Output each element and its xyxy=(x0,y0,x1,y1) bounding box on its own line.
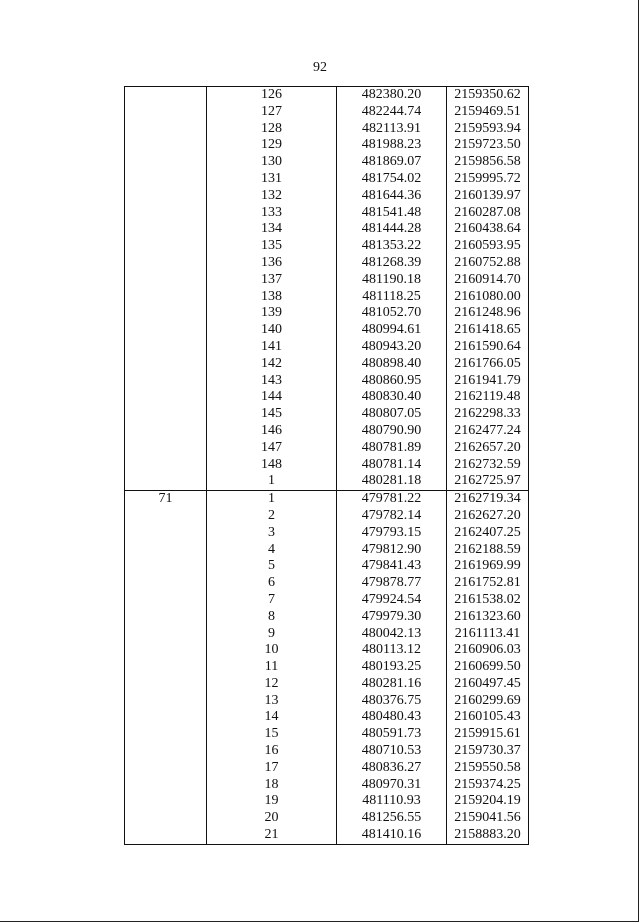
x-coordinate-cell: 480781.14 xyxy=(337,457,447,474)
x-coordinate-cell: 480781.89 xyxy=(337,440,447,457)
x-coordinate-cell: 481052.70 xyxy=(337,305,447,322)
x-coordinate-cell: 482380.20 xyxy=(337,87,447,104)
point-number-cell: 134 xyxy=(207,221,337,238)
point-number-cell: 13 xyxy=(207,693,337,710)
point-number-cell: 131 xyxy=(207,171,337,188)
x-coordinate-cell: 479841.43 xyxy=(337,558,447,575)
y-coordinate-cell: 2162657.20 xyxy=(447,440,529,457)
y-coordinate-cell: 2159374.25 xyxy=(447,777,529,794)
point-number-cell: 15 xyxy=(207,726,337,743)
y-coordinate-cell: 2162119.48 xyxy=(447,389,529,406)
y-coordinate-cell: 2162477.24 xyxy=(447,423,529,440)
point-number-cell: 12 xyxy=(207,676,337,693)
y-coordinate-cell: 2161766.05 xyxy=(447,356,529,373)
x-coordinate-cell: 480830.40 xyxy=(337,389,447,406)
point-number-cell: 135 xyxy=(207,238,337,255)
x-coordinate-cell: 481353.22 xyxy=(337,238,447,255)
point-number-cell: 127 xyxy=(207,104,337,121)
y-coordinate-cell: 2162298.33 xyxy=(447,406,529,423)
point-number-cell: 18 xyxy=(207,777,337,794)
group-number-cell xyxy=(125,87,207,491)
y-coordinate-cell: 2160752.88 xyxy=(447,255,529,272)
y-coordinate-cell: 2162732.59 xyxy=(447,457,529,474)
x-coordinate-cell: 481118.25 xyxy=(337,289,447,306)
y-coordinate-cell: 2161538.02 xyxy=(447,592,529,609)
y-coordinate-cell: 2160438.64 xyxy=(447,221,529,238)
y-coordinate-cell: 2161752.81 xyxy=(447,575,529,592)
x-coordinate-cell: 480376.75 xyxy=(337,693,447,710)
y-coordinate-cell: 2159469.51 xyxy=(447,104,529,121)
x-coordinate-cell: 480591.73 xyxy=(337,726,447,743)
point-number-cell: 3 xyxy=(207,525,337,542)
point-number-cell: 11 xyxy=(207,659,337,676)
point-number-cell: 16 xyxy=(207,743,337,760)
point-number-cell: 145 xyxy=(207,406,337,423)
point-number-cell: 143 xyxy=(207,373,337,390)
y-coordinate-cell: 2161323.60 xyxy=(447,609,529,626)
x-coordinate-cell: 482244.74 xyxy=(337,104,447,121)
point-number-cell: 133 xyxy=(207,205,337,222)
y-coordinate-cell: 2160699.50 xyxy=(447,659,529,676)
point-number-cell: 17 xyxy=(207,760,337,777)
y-coordinate-cell: 2159350.62 xyxy=(447,87,529,104)
y-coordinate-cell: 2158883.20 xyxy=(447,827,529,844)
table-row xyxy=(125,491,529,508)
y-coordinate-cell: 2160287.08 xyxy=(447,205,529,222)
x-coordinate-cell: 480943.20 xyxy=(337,339,447,356)
x-coordinate-cell: 481410.16 xyxy=(337,827,447,844)
table-section xyxy=(125,87,529,491)
point-number-cell: 20 xyxy=(207,810,337,827)
table-section xyxy=(125,491,529,845)
point-number-cell: 136 xyxy=(207,255,337,272)
point-number-cell: 128 xyxy=(207,121,337,138)
y-coordinate-cell: 2160914.70 xyxy=(447,272,529,289)
x-coordinate-cell: 481754.02 xyxy=(337,171,447,188)
x-coordinate-cell: 480970.31 xyxy=(337,777,447,794)
group-number-cell: 71 xyxy=(125,491,207,845)
x-coordinate-cell: 479924.54 xyxy=(337,592,447,609)
x-coordinate-cell: 481444.28 xyxy=(337,221,447,238)
x-coordinate-cell: 480807.05 xyxy=(337,406,447,423)
point-number-cell: 141 xyxy=(207,339,337,356)
point-number-cell: 1 xyxy=(207,473,337,490)
x-coordinate-cell: 479878.77 xyxy=(337,575,447,592)
y-coordinate-cell: 2161080.00 xyxy=(447,289,529,306)
y-coordinate-cell: 2160906.03 xyxy=(447,642,529,659)
y-coordinate-cell: 2162407.25 xyxy=(447,525,529,542)
point-number-cell: 1 xyxy=(207,491,337,508)
x-coordinate-cell: 481541.48 xyxy=(337,205,447,222)
y-coordinate-cell: 2161941.79 xyxy=(447,373,529,390)
x-coordinate-cell: 481256.55 xyxy=(337,810,447,827)
y-coordinate-cell: 2159995.72 xyxy=(447,171,529,188)
y-coordinate-cell: 2162725.97 xyxy=(447,473,529,490)
point-number-cell: 139 xyxy=(207,305,337,322)
point-number-cell: 2 xyxy=(207,508,337,525)
x-coordinate-cell: 481869.07 xyxy=(337,154,447,171)
x-coordinate-cell: 481110.93 xyxy=(337,793,447,810)
x-coordinate-cell: 480898.40 xyxy=(337,356,447,373)
y-coordinate-cell: 2160593.95 xyxy=(447,238,529,255)
x-coordinate-cell: 480860.95 xyxy=(337,373,447,390)
y-coordinate-cell: 2162627.20 xyxy=(447,508,529,525)
x-coordinate-cell: 480042.13 xyxy=(337,626,447,643)
x-coordinate-cell: 480790.90 xyxy=(337,423,447,440)
y-coordinate-cell: 2160105.43 xyxy=(447,709,529,726)
x-coordinate-cell: 480281.18 xyxy=(337,473,447,490)
x-coordinate-cell: 479979.30 xyxy=(337,609,447,626)
y-coordinate-cell: 2159856.58 xyxy=(447,154,529,171)
point-number-cell: 130 xyxy=(207,154,337,171)
x-coordinate-cell: 481268.39 xyxy=(337,255,447,272)
point-number-cell: 14 xyxy=(207,709,337,726)
point-number-cell: 132 xyxy=(207,188,337,205)
y-coordinate-cell: 2160497.45 xyxy=(447,676,529,693)
y-coordinate-cell: 2159593.94 xyxy=(447,121,529,138)
x-coordinate-cell: 481190.18 xyxy=(337,272,447,289)
x-coordinate-cell: 480193.25 xyxy=(337,659,447,676)
point-number-cell: 147 xyxy=(207,440,337,457)
y-coordinate-cell: 2162188.59 xyxy=(447,542,529,559)
point-number-cell: 9 xyxy=(207,626,337,643)
point-number-cell: 6 xyxy=(207,575,337,592)
y-coordinate-cell: 2159723.50 xyxy=(447,137,529,154)
page-number: 92 xyxy=(313,60,327,75)
point-number-cell: 126 xyxy=(207,87,337,104)
point-number-cell: 138 xyxy=(207,289,337,306)
y-coordinate-cell: 2161248.96 xyxy=(447,305,529,322)
x-coordinate-cell: 480994.61 xyxy=(337,322,447,339)
x-coordinate-cell: 482113.91 xyxy=(337,121,447,138)
point-number-cell: 10 xyxy=(207,642,337,659)
y-coordinate-cell: 2161418.65 xyxy=(447,322,529,339)
y-coordinate-cell: 2160139.97 xyxy=(447,188,529,205)
point-number-cell: 8 xyxy=(207,609,337,626)
x-coordinate-cell: 479812.90 xyxy=(337,542,447,559)
table-row xyxy=(125,87,529,104)
point-number-cell: 7 xyxy=(207,592,337,609)
y-coordinate-cell: 2159550.58 xyxy=(447,760,529,777)
x-coordinate-cell: 480710.53 xyxy=(337,743,447,760)
x-coordinate-cell: 480836.27 xyxy=(337,760,447,777)
point-number-cell: 140 xyxy=(207,322,337,339)
x-coordinate-cell: 479781.22 xyxy=(337,491,447,508)
point-number-cell: 144 xyxy=(207,389,337,406)
point-number-cell: 19 xyxy=(207,793,337,810)
point-number-cell: 146 xyxy=(207,423,337,440)
x-coordinate-cell: 480281.16 xyxy=(337,676,447,693)
y-coordinate-cell: 2161590.64 xyxy=(447,339,529,356)
x-coordinate-cell: 479782.14 xyxy=(337,508,447,525)
point-number-cell: 5 xyxy=(207,558,337,575)
y-coordinate-cell: 2159915.61 xyxy=(447,726,529,743)
y-coordinate-cell: 2159730.37 xyxy=(447,743,529,760)
x-coordinate-cell: 481644.36 xyxy=(337,188,447,205)
x-coordinate-cell: 479793.15 xyxy=(337,525,447,542)
y-coordinate-cell: 2161113.41 xyxy=(447,626,529,643)
point-number-cell: 129 xyxy=(207,137,337,154)
y-coordinate-cell: 2162719.34 xyxy=(447,491,529,508)
y-coordinate-cell: 2159041.56 xyxy=(447,810,529,827)
x-coordinate-cell: 480113.12 xyxy=(337,642,447,659)
point-number-cell: 137 xyxy=(207,272,337,289)
y-coordinate-cell: 2159204.19 xyxy=(447,793,529,810)
y-coordinate-cell: 2160299.69 xyxy=(447,693,529,710)
point-number-cell: 4 xyxy=(207,542,337,559)
x-coordinate-cell: 481988.23 xyxy=(337,137,447,154)
coordinates-table xyxy=(124,86,529,845)
point-number-cell: 21 xyxy=(207,827,337,844)
point-number-cell: 148 xyxy=(207,457,337,474)
x-coordinate-cell: 480480.43 xyxy=(337,709,447,726)
point-number-cell: 142 xyxy=(207,356,337,373)
y-coordinate-cell: 2161969.99 xyxy=(447,558,529,575)
